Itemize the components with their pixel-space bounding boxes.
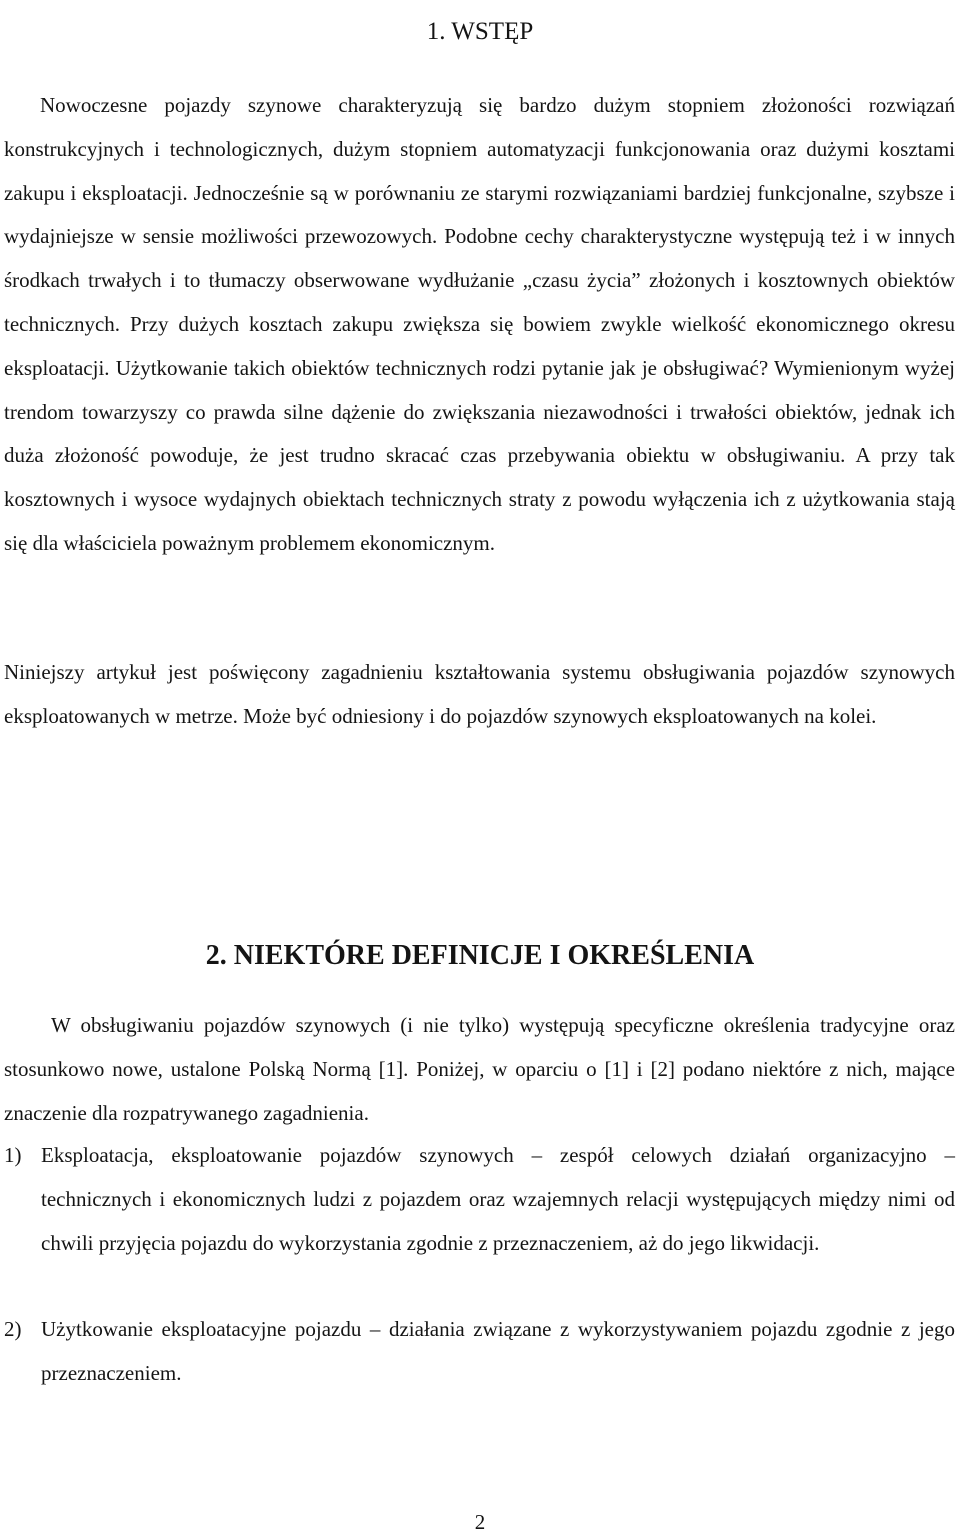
section-1-paragraph-1: Nowoczesne pojazdy szynowe charakteryzują się bardzo dużym stopniem złożoności rozwiązań konstrukcyjnych i technologicznych, dużym stopniem automatyzacji funkcjonowania oraz dużymi kosztami zakupu i eksploatacji. Jednocześnie są w porównaniu ze starymi rozwiązaniami bardziej funkcjonalne, szybsze i wydajniejsze w sensie możliwości przewozowych. Podobne cechy charakterystyczne występują też i w innych środkach trwałych i to tłumaczy obserwowane wydłużanie „czasu życia” złożonych i kosztownych obiektów technicznych. Przy dużych kosztach zakupu zwiększa się bowiem zwykle wielkość ekonomicznego okresu eksploatacji. Użytkowanie takich obiektów technicznych rodzi pytanie jak je obsługiwać? Wymienionym wyżej trendom towarzyszy co prawda silne dążenie do zwiększania niezawodności i trwałości obiektów, jednak ich duża złożoność powoduje, że jest trudno skracać czas przebywania obiektu w obsługiwaniu. A przy tak kosztownych i wysoce wydajnych obiektach technicznych straty z powodu wyłączenia ich z użytkowania stają się dla właściciela poważnym problemem ekonomicznym. (4, 93, 955, 555)
definition-list-item (4, 1308, 955, 1396)
page-number: 2 (474, 1510, 486, 1534)
section-1-heading: 1. WSTĘP (426, 17, 534, 45)
list-item-text: Eksploatacja, eksploatowanie pojazdów szynowych – zespół celowych działań organizacyjno – technicznych i ekonomicznych ludzi z pojazdem oraz wzajemnych relacji występujących między nimi od chwili przyjęcia pojazdu do wykorzystania zgodnie z przeznaczeniem, aż do jego likwidacji. (41, 1143, 955, 1255)
section-2-heading: 2. NIEKTÓRE DEFINICJE I OKREŚLENIA (205, 940, 755, 972)
section-2-paragraph-1: W obsługiwaniu pojazdów szynowych (i nie tylko) występują specyficzne określenia tradycyjne oraz stosunkowo nowe, ustalone Polską Normą [1]. Poniżej, w oparciu o [1] i [2] podano niektóre z nich, mające znaczenie dla rozpatrywanego zagadnienia. (4, 1013, 955, 1125)
section-1-paragraph-2: Niniejszy artykuł jest poświęcony zagadnieniu kształtowania systemu obsługiwania pojazdów szynowych eksploatowanych w metrze. Może być odniesiony i do pojazdów szynowych eksploatowanych na kolei. (4, 660, 955, 728)
list-item-text: Użytkowanie eksploatacyjne pojazdu – działania związane z wykorzystywaniem pojazdu zgodnie z jego przeznaczeniem. (41, 1317, 955, 1385)
list-item-number: 2) (4, 1317, 22, 1341)
definition-list-item (4, 1134, 955, 1265)
list-item-number: 1) (4, 1143, 22, 1167)
